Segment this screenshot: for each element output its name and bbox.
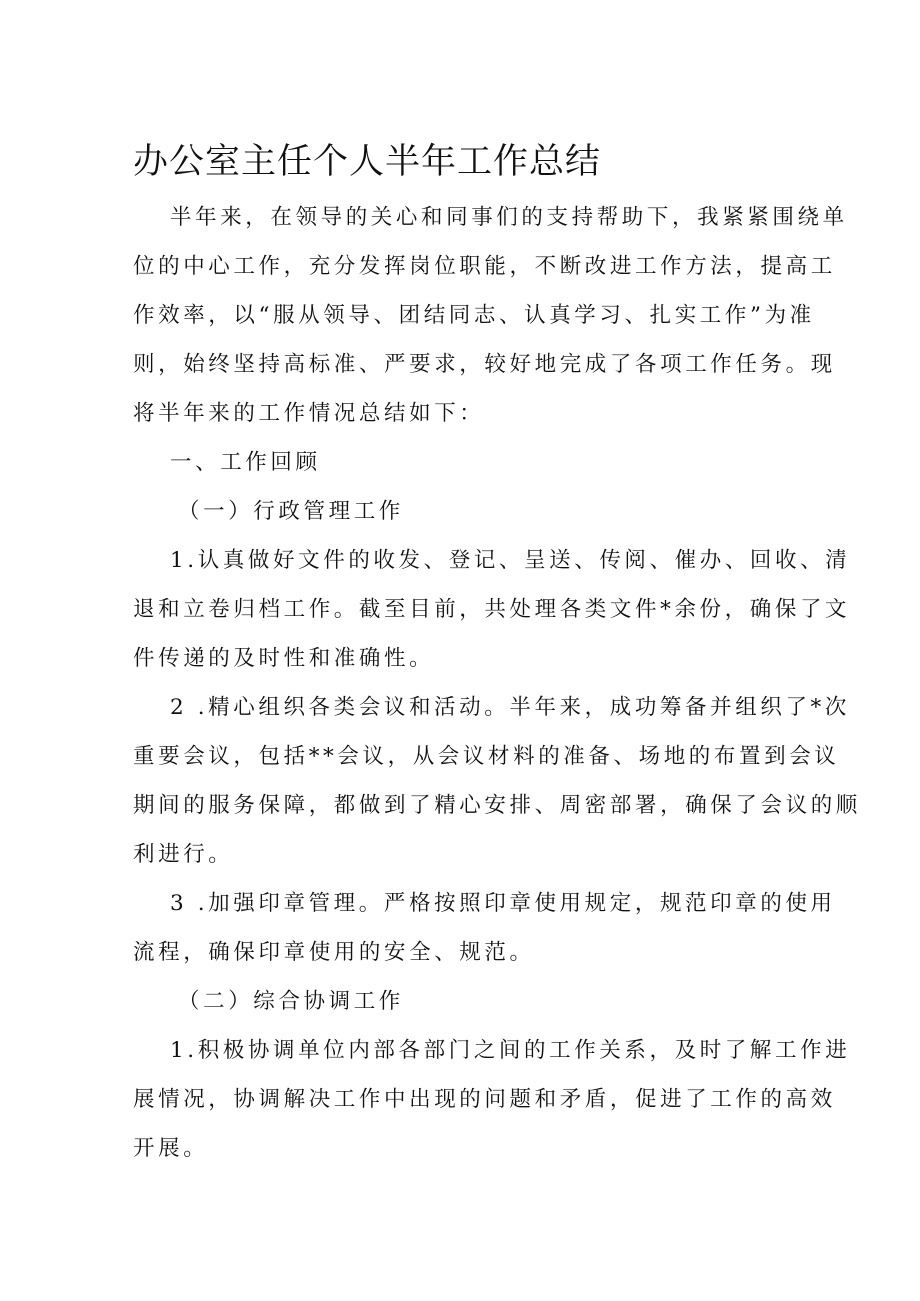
admin-item-2-line-2: 重要会议，包括**会议，从会议材料的准备、场地的布置到会议: [133, 744, 840, 769]
admin-item-1-line-2: 退和立卷归档工作。截至目前，共处理各类文件*余份，确保了文: [133, 597, 851, 622]
admin-item-2-line-1: 2 .精心组织各类会议和活动。半年来，成功筹备并组织了*次: [170, 695, 850, 720]
document-title: 办公室主任个人半年工作总结: [133, 142, 602, 182]
admin-item-2-line-3: 期间的服务保障，都做到了精心安排、周密部署，确保了会议的顺: [133, 793, 861, 818]
intro-line-3: 作效率，以“服从领导、团结同志、认真学习、扎实工作”为准: [133, 303, 815, 328]
admin-item-1-line-3: 件传递的及时性和准确性。: [133, 646, 435, 671]
coordination-item-1-line-2: 展情况，协调解决工作中出现的问题和矛盾，促进了工作的高效: [133, 1087, 836, 1112]
admin-item-1-line-1: 1.认真做好文件的收发、登记、呈送、传阅、催办、回收、清: [170, 548, 851, 573]
intro-line-1: 半年来，在领导的关心和同事们的支持帮助下，我紧紧围绕单: [170, 205, 848, 230]
admin-item-2-line-4: 利进行。: [133, 842, 234, 867]
section-heading: 一、工作回顾: [170, 450, 321, 475]
admin-item-3-line-2: 流程，确保印章使用的安全、规范。: [133, 940, 535, 965]
intro-line-4: 则，始终坚持高标准、严要求，较好地完成了各项工作任务。现: [133, 352, 836, 377]
coordination-item-1-line-3: 开展。: [133, 1136, 209, 1161]
coordination-item-1-line-1: 1.积极协调单位内部各部门之间的工作关系，及时了解工作进: [170, 1038, 851, 1063]
admin-item-3-line-1: 3 .加强印章管理。严格按照印章使用规定，规范印章的使用: [170, 891, 836, 916]
subsection-heading-admin: （一）行政管理工作: [178, 499, 404, 524]
subsection-heading-coordination: （二）综合协调工作: [178, 989, 404, 1014]
intro-line-5: 将半年来的工作情况总结如下：: [133, 401, 485, 426]
intro-line-2: 位的中心工作，充分发挥岗位职能，不断改进工作方法，提高工: [133, 254, 836, 279]
